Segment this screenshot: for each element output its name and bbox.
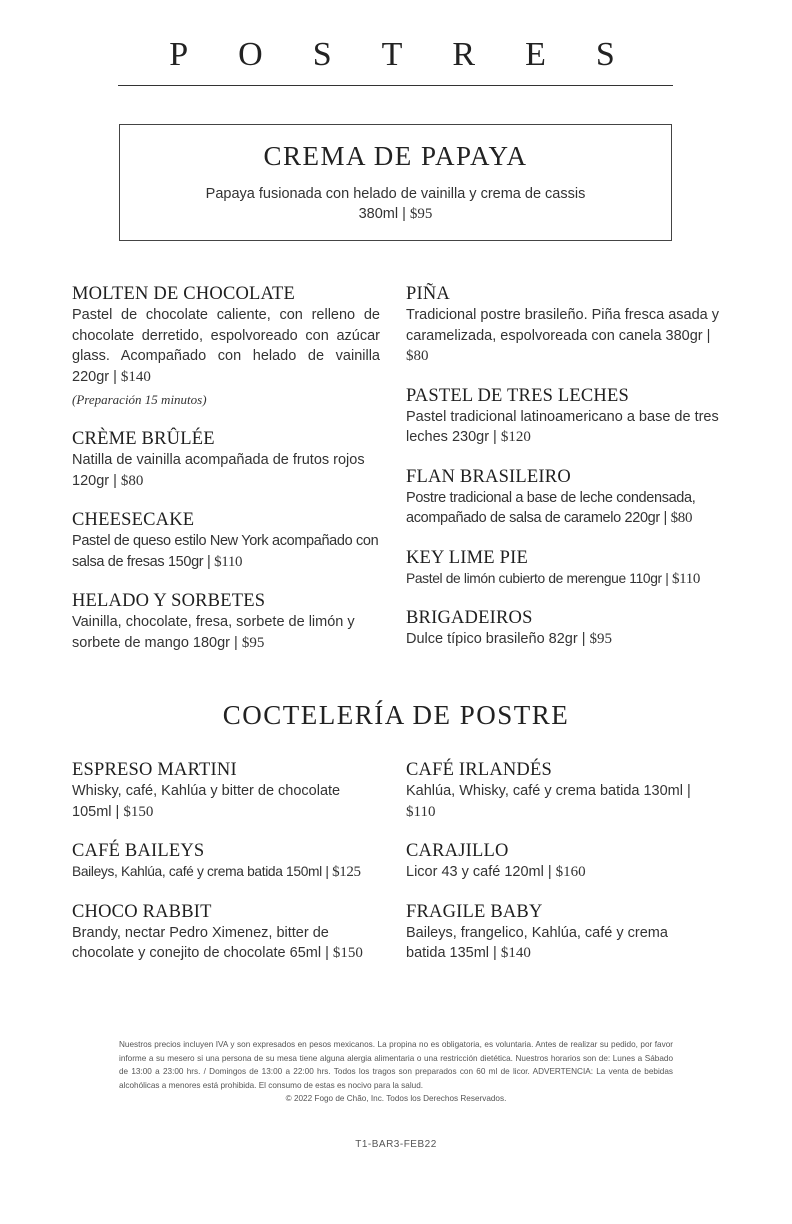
item-name: MOLTEN DE CHOCOLATE xyxy=(72,284,296,304)
item-name: HELADO Y SORBETES xyxy=(72,591,266,611)
item-description xyxy=(406,862,736,883)
item-price: $80 xyxy=(670,510,693,526)
disclaimer-text: Nuestros precios incluyen IVA y son expresados en pesos mexicanos. La propina no es obligatoria, es voluntaria. Antes de realizar su pedido, por favor informe a su mesero si una persona de su mesa tiene alguna alergia alimentaria o una restricción dietética. Nuestros horarios son de: Lunes a Sábado de 13:00 a 23:00 hrs. / Domingos de 13:00 a 22:00 hrs. Todos los tragos son preparados con 60 ml de licor. ADVERTENCIA: La venta de bebidas alcohólicas a menores está prohibida. El consumo de estas es nocivo para la salud. xyxy=(119,1040,673,1090)
item-description-text: Baileys, frangelico, Kahlúa, café y crema batida 135ml | xyxy=(406,924,668,961)
item-name: PIÑA xyxy=(406,284,450,304)
item-description-text: Licor 43 y café 120ml | xyxy=(406,864,552,880)
menu-item xyxy=(406,547,736,590)
item-description xyxy=(72,450,380,491)
featured-dessert-size: 380ml | xyxy=(358,206,406,222)
desserts-left-column xyxy=(72,283,380,671)
item-price: $95 xyxy=(589,631,613,647)
menu-item xyxy=(72,428,380,491)
item-description xyxy=(72,305,380,387)
featured-dessert-name: CREMA DE PAPAYA xyxy=(263,141,528,171)
item-description xyxy=(72,531,380,572)
item-price: $125 xyxy=(332,864,361,880)
menu-item xyxy=(406,466,736,529)
menu-item xyxy=(406,840,736,883)
item-description-text: Brandy, nectar Pedro Ximenez, bitter de chocolate y conejito de chocolate 65ml | xyxy=(72,924,329,961)
item-name: FLAN BRASILEIRO xyxy=(406,466,571,487)
item-price: $80 xyxy=(406,348,429,364)
item-price: $110 xyxy=(671,570,701,587)
menu-code: T1-BAR3-FEB22 xyxy=(355,1139,437,1150)
item-description xyxy=(406,569,736,590)
item-description-text: Kahlúa, Whisky, café y crema batida 130ml | xyxy=(406,783,691,799)
item-description-text: Natilla de vainilla acompañada de frutos rojos 120gr | xyxy=(72,452,365,489)
item-price: $80 xyxy=(120,472,144,489)
menu-item xyxy=(72,759,380,822)
item-name: CARAJILLO xyxy=(406,841,509,861)
menu-item xyxy=(72,901,380,964)
item-description xyxy=(406,488,736,529)
item-description xyxy=(72,612,380,653)
item-price: $140 xyxy=(500,945,531,961)
menu-item xyxy=(72,509,380,572)
item-description xyxy=(72,781,380,822)
featured-dessert-description xyxy=(120,184,671,224)
item-price: $110 xyxy=(406,803,436,820)
item-name: CRÈME BRÛLÉE xyxy=(72,429,215,449)
menu-item xyxy=(72,840,380,883)
cocktails-right-column xyxy=(406,759,736,982)
page-title: POSTRES xyxy=(169,36,665,73)
item-name: FRAGILE BABY xyxy=(406,901,543,922)
cocktails-section-title: COCTELERÍA DE POSTRE xyxy=(222,700,570,730)
item-name: CAFÉ IRLANDÉS xyxy=(406,760,552,780)
cocktails-left-column xyxy=(72,759,380,982)
item-description xyxy=(72,862,392,883)
item-name: BRIGADEIROS xyxy=(406,608,533,628)
menu-item xyxy=(406,759,736,822)
item-description-text: Pastel de limón cubierto de merengue 110gr | xyxy=(406,570,669,586)
item-description-text: Pastel de chocolate caliente, con relleno de chocolate derretido, espolvoreado con azúcar glass. Acompañado con helado de vainilla 220gr | xyxy=(72,307,380,385)
item-description-text: Postre tradicional a base de leche condensada, acompañado de salsa de caramelo 220gr | xyxy=(406,489,696,526)
item-description-text: Tradicional postre brasileño. Piña fresca asada y caramelizada, espolvoreada con canela 380gr | xyxy=(406,307,719,344)
menu-item xyxy=(72,590,380,653)
item-description xyxy=(406,407,736,448)
item-name: CHOCO RABBIT xyxy=(72,901,212,922)
item-description-text: Pastel de queso estilo New York acompañado con salsa de fresas 150gr | xyxy=(72,533,379,570)
copyright-text: © 2022 Fogo de Chão, Inc. Todos los Derechos Reservados. xyxy=(285,1094,507,1103)
item-description-text: Whisky, café, Kahlúa y bitter de chocolate 105ml | xyxy=(72,783,341,820)
item-description xyxy=(406,629,736,650)
item-description xyxy=(72,923,380,964)
item-description xyxy=(406,923,706,964)
item-price: $160 xyxy=(555,864,586,880)
item-name: KEY LIME PIE xyxy=(406,547,528,568)
menu-item xyxy=(406,385,736,448)
item-name: PASTEL DE TRES LECHES xyxy=(406,385,629,406)
item-name: CAFÉ BAILEYS xyxy=(72,841,205,861)
item-name: CHEESECAKE xyxy=(72,510,195,530)
item-price: $150 xyxy=(123,803,154,820)
item-note: (Preparación 15 minutos) xyxy=(72,392,207,407)
item-name: ESPRESO MARTINI xyxy=(72,760,237,780)
item-description-text: Vainilla, chocolate, fresa, sorbete de limón y sorbete de mango 180gr | xyxy=(72,614,355,651)
desserts-right-column xyxy=(406,283,736,668)
item-price: $140 xyxy=(120,368,151,385)
menu-item xyxy=(406,901,736,964)
item-price: $120 xyxy=(500,429,531,445)
menu-item xyxy=(406,283,736,367)
item-price: $150 xyxy=(332,945,363,961)
item-description-text: Baileys, Kahlúa, café y crema batida 150ml | xyxy=(72,864,329,879)
menu-item xyxy=(406,607,736,650)
item-description xyxy=(406,305,736,367)
featured-dessert-price: $95 xyxy=(409,206,433,222)
item-description-text: Dulce típico brasileño 82gr | xyxy=(406,631,586,647)
item-description xyxy=(406,781,696,822)
title-divider xyxy=(118,85,673,86)
item-description-text: Pastel tradicional latinoamericano a base de tres leches 230gr | xyxy=(406,408,719,445)
menu-item xyxy=(72,283,380,410)
item-price: $110 xyxy=(214,553,243,570)
featured-dessert-description-text: Papaya fusionada con helado de vainilla y crema de cassis xyxy=(205,186,586,202)
item-price: $95 xyxy=(241,634,265,651)
featured-dessert-box xyxy=(119,124,672,241)
footer-disclaimer xyxy=(119,1038,673,1106)
